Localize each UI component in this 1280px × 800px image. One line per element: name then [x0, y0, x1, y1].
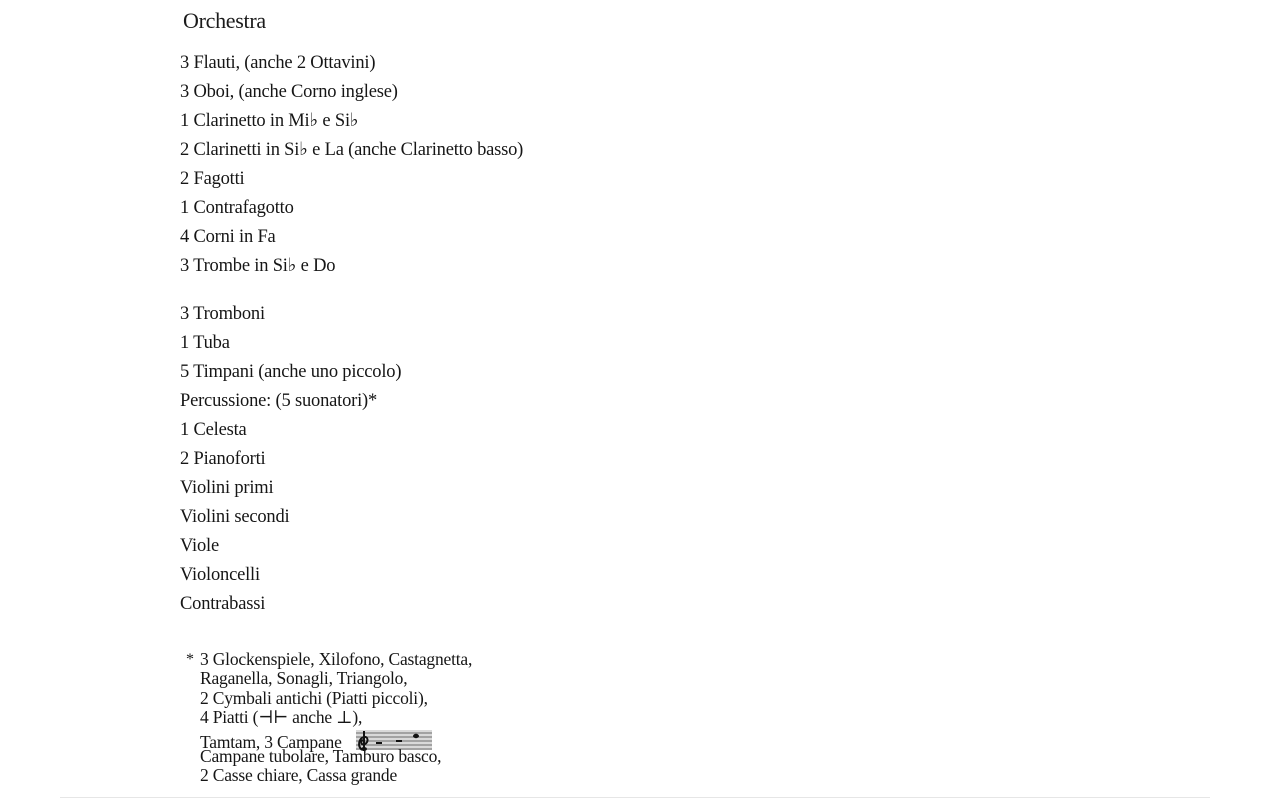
- footnote-line: 4 Piatti (⊣⊢ anche ⊥),: [200, 707, 363, 728]
- page-title: Orchestra: [183, 8, 266, 33]
- instrument-item: 5 Timpani (anche uno piccolo): [180, 362, 402, 382]
- instrument-item: Percussione: (5 suonatori)*: [180, 391, 378, 411]
- instrument-item: Violini secondi: [180, 507, 290, 527]
- footnote-marker: *: [186, 651, 194, 668]
- instrument-item: Contrabassi: [180, 594, 266, 614]
- page-bottom-rule: [60, 797, 1210, 798]
- instrument-item: 2 Clarinetti in Si♭ e La (anche Clarinetto basso): [180, 140, 524, 160]
- instrument-item: 4 Corni in Fa: [180, 227, 276, 247]
- instrument-item: Viole: [180, 536, 219, 556]
- instrument-list: [180, 50, 523, 620]
- footnote-line-with-staff: [200, 728, 472, 752]
- instrument-item: 1 Tuba: [180, 333, 230, 353]
- instrument-item: 3 Tromboni: [180, 304, 265, 324]
- instrument-item: 3 Flauti, (anche 2 Ottavini): [180, 53, 376, 73]
- instrument-item: 3 Oboi, (anche Corno inglese): [180, 82, 398, 102]
- instrument-item: 1 Celesta: [180, 420, 247, 440]
- instrument-item: Violoncelli: [180, 565, 260, 585]
- footnote-line: Campane tubolare, Tamburo basco,: [200, 745, 442, 766]
- instrument-item: 3 Trombe in Si♭ e Do: [180, 256, 336, 276]
- footnote-line: 2 Casse chiare, Cassa grande: [200, 765, 398, 786]
- instrument-item: 2 Pianoforti: [180, 449, 266, 469]
- instrument-item: 1 Contrafagotto: [180, 198, 294, 218]
- footnote-line: Raganella, Sonagli, Triangolo,: [200, 668, 408, 689]
- instrument-item: 1 Clarinetto in Mi♭ e Si♭: [180, 111, 359, 131]
- footnote-line-text: Tamtam, 3 Campane: [200, 731, 342, 752]
- instrument-item: 2 Fagotti: [180, 169, 245, 189]
- instrument-item: Violini primi: [180, 478, 274, 498]
- footnote-line: 2 Cymbali antichi (Piatti piccoli),: [200, 687, 428, 708]
- footnote-lines: [200, 650, 472, 786]
- footnote-line: 3 Glockenspiele, Xilofono, Castagnetta,: [200, 649, 473, 669]
